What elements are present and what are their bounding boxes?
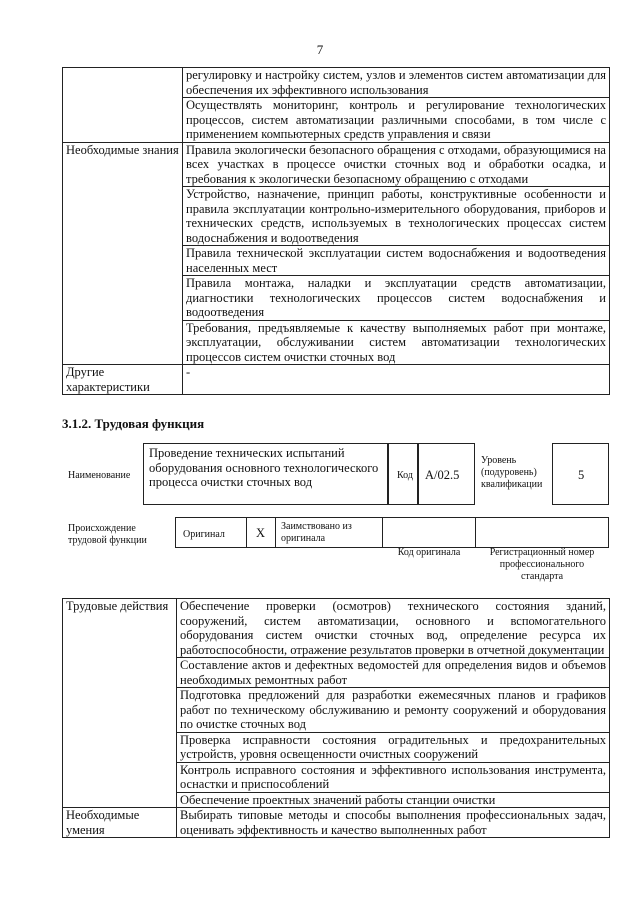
table-item-cell: Подготовка предложений для разработки ежемесячных планов и графиков работ по техническому обслуживанию и ремонту сооружений и оборудования по очистке сточных вод <box>177 688 610 733</box>
registration-number-cell <box>475 517 609 548</box>
original-cell <box>175 517 247 548</box>
table-item-cell: Правила монтажа, наладки и эксплуатации средств автоматизации, диагностики технологических процессов систем водоснабжения и водоотведения <box>183 276 610 321</box>
original-label: Оригинал <box>183 529 225 540</box>
labor-actions-table <box>62 598 610 838</box>
table-item-cell: Контроль исправного состояния и эффективного использования инструмента, оснастки и приспособлений <box>177 762 610 792</box>
section-heading: 3.1.2. Трудовая функция <box>62 416 205 431</box>
borrowed-cell <box>275 517 383 548</box>
table-label-cell: Трудовые действия <box>63 599 177 808</box>
code-label: Код <box>397 470 413 481</box>
table-item-cell: Осуществлять мониторинг, контроль и регулирование технологических процессов, систем автоматизации различными способами, в том числе с применением компьютерных средств управления и связи <box>183 98 610 143</box>
table-item-cell: Составление актов и дефектных ведомостей для определения видов и объемов необходимых ремонтных работ <box>177 658 610 688</box>
borrowed-label: Заимствовано из оригинала <box>281 521 352 544</box>
table-item-cell: - <box>183 365 610 395</box>
table-item-cell: Требования, предъявляемые к качеству выполняемых работ при монтаже, эксплуатации, обслуживании систем автоматизации технологических процессов систем очистки сточных вод <box>183 320 610 365</box>
name-label: Наименование <box>68 470 131 481</box>
table-item-cell: Проверка исправности состояния оградительных и предохранительных устройств, уровня освещенности очистных сооружений <box>177 732 610 762</box>
page-number: 7 <box>316 42 324 57</box>
original-mark: X <box>256 526 266 540</box>
table-item-cell: регулировку и настройку систем, узлов и элементов систем автоматизации для обеспечения их эффективного использования <box>183 68 610 98</box>
origin-label: Происхождение трудовой функции <box>68 523 147 546</box>
original-code-caption: Код оригинала <box>397 547 461 558</box>
code-label-box <box>388 443 418 505</box>
level-value-box <box>552 443 609 505</box>
level-label: Уровень (подуровень) квалификации <box>481 455 543 490</box>
registration-number-caption: Регистрационный номер профессионального стандарта <box>489 547 595 582</box>
table-item-cell: Обеспечение проектных значений работы станции очистки <box>177 792 610 808</box>
original-code-cell <box>382 517 476 548</box>
requirements-table-top <box>62 67 610 395</box>
table-item-cell: Устройство, назначение, принцип работы, конструктивные особенности и правила эксплуатации контрольно-измерительного оборудования, приборов и технических средств, используемых в технологических процессах систем водоснабжения и водоотведения <box>183 187 610 246</box>
table-item-cell: Выбирать типовые методы и способы выполнения профессиональных задач, оценивать эффективность и качество выполненных работ <box>177 808 610 838</box>
table-label-cell: Необходимые умения <box>63 808 177 838</box>
table-item-cell: Правила экологически безопасного обращения с отходами, образующимися на всех участках в процессе очистки сточных вод и обработки осадка, и требования к экологически безопасному обращению с отходами <box>183 142 610 187</box>
table-label-cell: Другие характеристики <box>63 365 183 395</box>
code-value: А/02.5 <box>425 468 460 482</box>
level-value: 5 <box>578 468 585 482</box>
table-label-cell: Необходимые знания <box>63 142 183 365</box>
code-value-box <box>418 443 475 505</box>
table-item-cell: Правила технической эксплуатации систем водоснабжения и водоотведения населенных мест <box>183 246 610 276</box>
original-mark-cell <box>246 517 276 548</box>
function-name-value: Проведение технических испытаний оборудования основного технологического процесса очистки сточных вод <box>149 446 379 489</box>
table-item-cell: Обеспечение проверки (осмотров) технического состояния зданий, сооружений, систем автоматизации, основного и вспомогательного оборудования систем очистки сточных вод, определение ресурса их работоспособности, отражение результатов проверки в отчетной документации <box>177 599 610 658</box>
function-name-box <box>143 443 388 505</box>
table-label-cell <box>63 68 183 143</box>
